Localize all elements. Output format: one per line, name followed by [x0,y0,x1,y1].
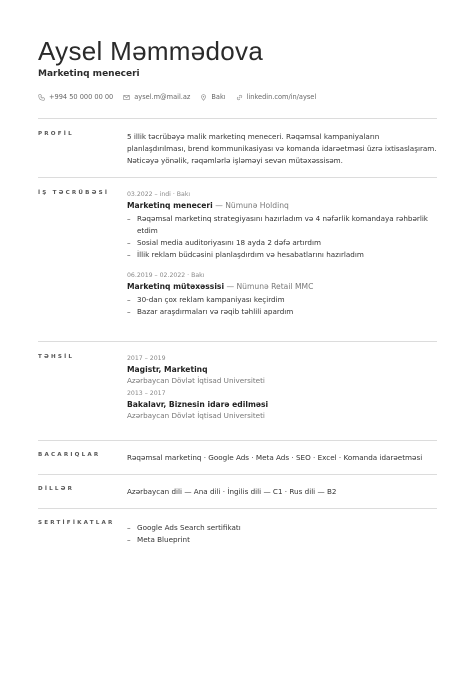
profile-section [38,131,437,171]
job-bullets [127,213,437,261]
divider [38,177,437,178]
education-years: 2017 – 2019 [127,355,166,362]
experience-section [38,190,437,330]
languages-section [38,486,437,502]
job-entry [127,271,437,318]
job-bullet: – Bazar araşdırmaları və rəqib təhlili apardım [127,306,437,318]
job-role: Marketinq meneceri [127,201,213,210]
skills-text: Rəqəmsal marketinq · Google Ads · Meta Ads · SEO · Excel · Komanda idarəetməsi [127,453,423,462]
link-icon [236,94,243,101]
mail-icon [123,94,130,101]
education-section [38,354,437,430]
divider [38,118,437,119]
certificates-body [127,520,437,546]
resume-job-title: Marketinq meneceri [38,69,140,79]
section-label-skills: BACARIQLAR [38,452,101,458]
phone-text: +994 50 000 00 00 [49,93,114,101]
certificate-item: – Google Ads Search sertifikatı [127,522,437,534]
job-bullet: – 30-dan çox reklam kampaniyası keçirdim [127,294,437,306]
email-text: aysel.m@mail.az [134,93,191,101]
contact-email [123,93,190,101]
section-label-profile: PROFİL [38,131,74,137]
certificate-item: – Meta Blueprint [127,534,437,546]
experience-body [127,190,437,318]
education-degree: Bakalavr, Biznesin idarə edilməsi [127,400,269,409]
skills-section [38,452,437,468]
job-meta: 03.2022 – indi · Bakı [127,191,191,198]
contact-phone [38,93,113,101]
job-bullets [127,294,437,318]
divider [38,341,437,342]
job-entry [127,190,437,261]
job-bullet: – İllik reklam büdcəsini planlaşdırdım və hesabatlarını hazırladım [127,249,437,261]
education-degree: Magistr, Marketinq [127,365,208,374]
certificate-list [127,522,437,546]
section-label-languages: DİLLƏR [38,486,75,492]
job-bullet: – Sosial media auditoriyasını 18 ayda 2 dəfə artırdım [127,237,437,249]
location-pin-icon [200,94,207,101]
job-role-line: Marketinq meneceri — Nümunə Holdinq [127,201,289,210]
contact-city [200,93,225,101]
education-school: Azərbaycan Dövlət İqtisad Universiteti [127,376,265,385]
certificates-section [38,520,437,550]
contact-linkedin [236,93,317,101]
job-bullet: – Rəqəmsal marketinq strategiyasını hazırladım və 4 nəfərlik komandaya rəhbərlik etdim [127,213,437,237]
job-org: Nümunə Holdinq [225,201,289,210]
divider [38,508,437,509]
contact-bar [38,93,326,101]
phone-icon [38,94,45,101]
job-meta: 06.2019 – 02.2022 · Bakı [127,272,205,279]
education-entry [127,354,437,386]
job-role-line: Marketinq mütəxəssisi — Nümunə Retail MMC [127,282,314,291]
section-label-education: TƏHSİL [38,354,75,360]
city-text: Bakı [211,93,226,101]
divider [38,474,437,475]
education-school: Azərbaycan Dövlət İqtisad Universiteti [127,411,265,420]
divider [38,440,437,441]
education-body [127,354,437,421]
section-label-certificates: SERTİFİKATLAR [38,520,115,526]
job-role: Marketinq mütəxəssisi [127,282,225,291]
section-label-experience: İŞ TƏCRÜBƏSİ [38,190,110,196]
education-entry [127,389,437,421]
profile-text: 5 illik təcrübəyə malik marketinq meneceri. Rəqəmsal kampaniyaların planlaşdırılması, brend kommunikasiyası və komanda idarəetməsi üzrə ixtisaslaşıram. Nəticəyə yönəlik, rəqəmlərlə işləməyi sevən mütəxəssisəm. [127,132,437,165]
education-years: 2013 – 2017 [127,390,166,397]
linkedin-text[interactable]: linkedin.com/in/aysel [246,93,317,101]
resume-name: Aysel Məmmədova [38,36,264,66]
job-org: Nümunə Retail MMC [236,282,314,291]
languages-text: Azərbaycan dili — Ana dili · İngilis dili — C1 · Rus dili — B2 [127,487,337,496]
